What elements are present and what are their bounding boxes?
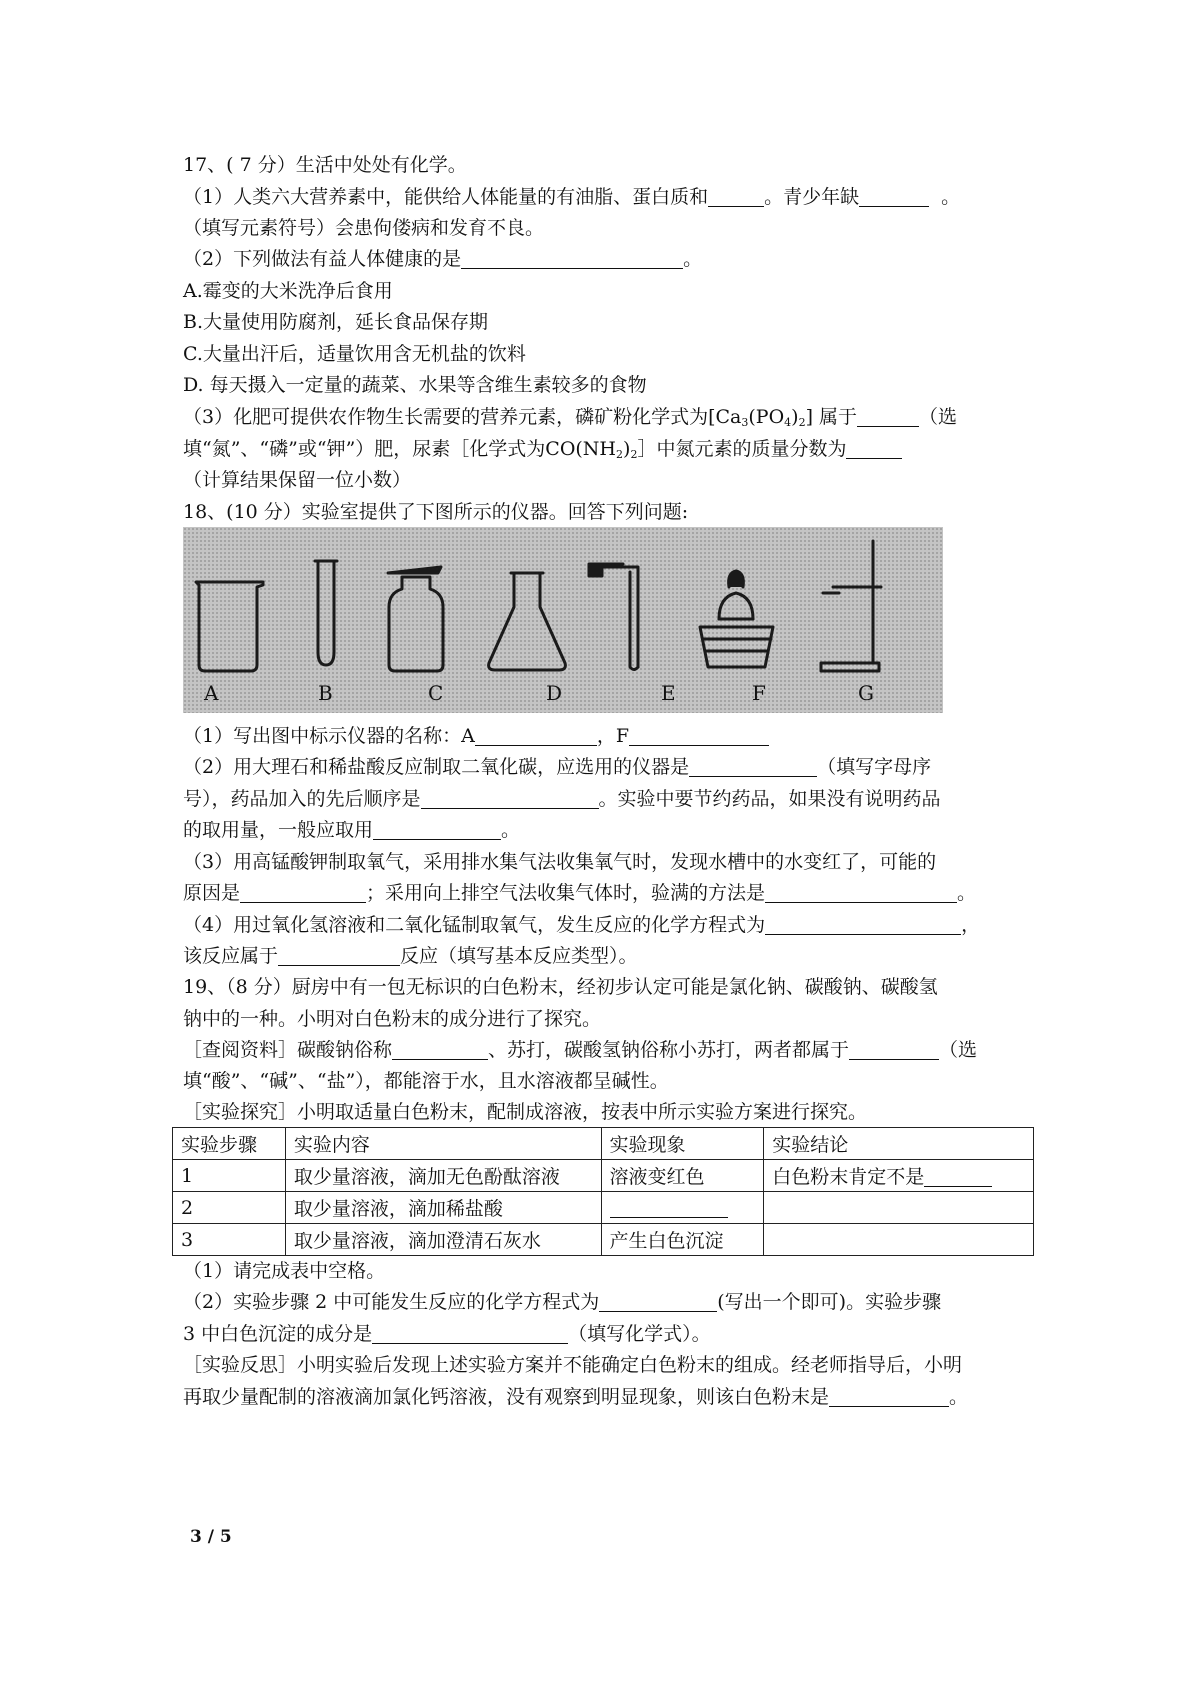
q18-part4-cont: 该反应属于 反应（填写基本反应类型）。	[183, 945, 638, 967]
apparatus-figure	[183, 527, 943, 713]
gas-bottle-icon	[388, 567, 443, 671]
q17-part1-cont: （填写元素符号）会患佝偻病和发育不良。	[183, 217, 545, 239]
delivery-tube-icon	[589, 564, 638, 670]
answer-blank[interactable]	[599, 1291, 717, 1312]
table-cell: 取少量溶液，滴加无色酚酞溶液	[285, 1160, 601, 1192]
q19-reflection: ［实验反思］小明实验后发现上述实验方案并不能确定白色粉末的组成。经老师指导后，小明	[183, 1354, 963, 1376]
table-cell	[601, 1192, 764, 1224]
answer-blank[interactable]	[857, 406, 919, 427]
q19-reflection-cont: 再取少量配制的溶液滴加氯化钙溶液，没有观察到明显现象，则该白色粉末是 。	[183, 1386, 969, 1408]
q17-part2: （2）下列做法有益人体健康的是 。	[183, 248, 703, 270]
table-header: 实验步骤	[173, 1128, 286, 1160]
label-b: B	[318, 681, 333, 705]
answer-blank[interactable]	[475, 725, 597, 746]
table-row	[173, 1224, 1034, 1256]
beaker-icon	[196, 582, 263, 671]
apparatus-drawing	[183, 527, 943, 713]
answer-blank[interactable]	[829, 1386, 949, 1407]
q19-title: 19、（8 分）厨房中有一包无标识的白色粉末，经初步认定可能是氯化钠、碳酸钠、碳酸氢	[183, 976, 938, 998]
q19-reference: ［查阅资料］碳酸钠俗称 、苏打，碳酸氢钠俗称小苏打，两者都属于 （选	[183, 1039, 978, 1061]
test-tube-icon	[315, 561, 337, 665]
table-cell	[764, 1224, 1034, 1256]
label-e: E	[661, 681, 676, 705]
answer-blank[interactable]	[765, 914, 961, 935]
q18-part2: （2）用大理石和稀盐酸反应制取二氧化碳，应选用的仪器是 （填写字母序	[183, 756, 932, 778]
answer-blank[interactable]	[610, 1197, 728, 1218]
label-d: D	[546, 681, 563, 705]
q18-part2-cont: 号），药品加入的先后顺序是 。实验中要节约药品，如果没有说明药品	[183, 788, 941, 810]
alcohol-lamp-icon	[700, 571, 773, 667]
iron-stand-icon	[821, 541, 881, 671]
answer-blank[interactable]	[765, 882, 957, 903]
q18-title: 18、(10 分）实验室提供了下图所示的仪器。回答下列问题:	[183, 501, 689, 523]
q17-part1: （1）人类六大营养素中，能供给人体能量的有油脂、蛋白质和 。青少年缺 。	[183, 186, 961, 208]
answer-blank[interactable]	[689, 756, 817, 777]
q17-option-b: B.大量使用防腐剂，延长食品保存期	[183, 311, 489, 333]
q19-title-cont: 钠中的一种。小明对白色粉末的成分进行了探究。	[183, 1008, 602, 1030]
conical-flask-icon	[489, 573, 566, 670]
label-g: G	[858, 681, 874, 705]
label-c: C	[428, 681, 444, 705]
q18-part3: （3）用高锰酸钾制取氧气，采用排水集气法收集氧气时，发现水槽中的水变红了，可能的	[183, 851, 937, 873]
q17-part3-note: （计算结果保留一位小数）	[183, 469, 412, 491]
table-cell: 1	[173, 1160, 286, 1192]
table-cell: 取少量溶液，滴加稀盐酸	[285, 1192, 601, 1224]
q19-q2: （2）实验步骤 2 中可能发生反应的化学方程式为 (写出一个即可)。实验步骤	[183, 1291, 942, 1313]
table-row	[173, 1160, 1034, 1192]
label-a: A	[204, 681, 219, 705]
answer-blank[interactable]	[924, 1166, 992, 1187]
answer-blank[interactable]	[240, 882, 366, 903]
experiment-table	[172, 1127, 1034, 1256]
table-row	[173, 1192, 1034, 1224]
answer-blank[interactable]	[846, 438, 902, 459]
answer-blank[interactable]	[278, 945, 400, 966]
table-cell: 溶液变红色	[601, 1160, 764, 1192]
table-cell: 白色粉末肯定不是	[764, 1160, 1034, 1192]
table-cell: 3	[173, 1224, 286, 1256]
table-cell: 产生白色沉淀	[601, 1224, 764, 1256]
q17-title: 17、( 7 分）生活中处处有化学。	[183, 154, 467, 176]
q19-q2-cont: 3 中白色沉淀的成分是 （填写化学式）。	[183, 1323, 711, 1345]
q17-part3: （3）化肥可提供农作物生长需要的营养元素，磷矿粉化学式为$[Ca_3(PO_4)_2]$ 属于 （选	[183, 406, 958, 429]
answer-blank[interactable]	[372, 1323, 568, 1344]
table-header: 实验结论	[764, 1128, 1034, 1160]
answer-blank[interactable]	[373, 819, 501, 840]
q18-part1: （1）写出图中标示仪器的名称：A ，F	[183, 721, 1033, 751]
table-header: 实验现象	[601, 1128, 764, 1160]
label-f: F	[752, 681, 766, 705]
q18-part2-cont2: 的取用量，一般应取用 。	[183, 819, 521, 841]
answer-blank[interactable]	[708, 186, 764, 207]
answer-blank[interactable]	[461, 248, 683, 269]
q17-option-d: D. 每天摄入一定量的蔬菜、水果等含维生素较多的食物	[183, 374, 647, 396]
table-header-row	[173, 1128, 1034, 1160]
q19-q1: （1）请完成表中空格。	[183, 1260, 386, 1282]
q19-reference-cont: 填“酸”、“碱”、“盐”），都能溶于水，且水溶液都呈碱性。	[183, 1070, 669, 1092]
table-header: 实验内容	[285, 1128, 601, 1160]
answer-blank[interactable]	[849, 1039, 939, 1060]
table-cell: 2	[173, 1192, 286, 1224]
answer-blank[interactable]	[421, 788, 599, 809]
table-cell: 取少量溶液，滴加澄清石灰水	[285, 1224, 601, 1256]
answer-blank[interactable]	[859, 186, 929, 207]
table-cell	[764, 1192, 1034, 1224]
answer-blank[interactable]	[392, 1039, 488, 1060]
q18-part3-cont: 原因是 ；采用向上排空气法收集气体时，验满的方法是 。	[183, 882, 977, 904]
q17-option-c: C.大量出汗后，适量饮用含无机盐的饮料	[183, 343, 526, 365]
page-number: 3 / 5	[190, 1527, 232, 1547]
q17-part3-cont: 填“氮”、“磷”或“钾”）肥，尿素［化学式为$CO(NH_2)_2]$中氮元素的质量分数为	[183, 434, 1033, 470]
q19-explore: ［实验探究］小明取适量白色粉末，配制成溶液，按表中所示实验方案进行探究。	[183, 1101, 868, 1123]
answer-blank[interactable]	[629, 725, 769, 746]
q17-option-a: A.霉变的大米洗净后食用	[183, 280, 393, 302]
q18-part4: （4）用过氧化氢溶液和二氧化锰制取氧气，发生反应的化学方程式为 ，	[183, 914, 981, 936]
